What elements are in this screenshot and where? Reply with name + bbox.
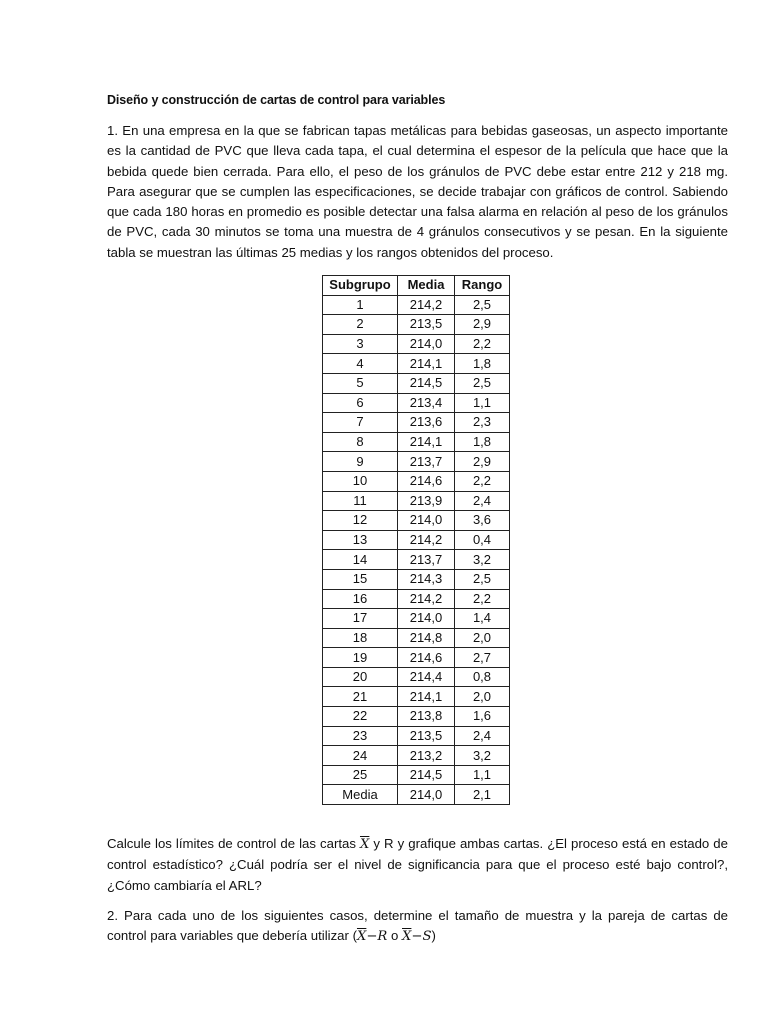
cell-rango: 2,5 <box>455 373 510 393</box>
problem-2-text: 2. Para cada uno de los siguientes casos, determine el tamaño de muestra y la pareja de cartas de control para variables que debería utilizar ( <box>107 908 728 944</box>
close-paren: ) <box>431 928 436 944</box>
cell-rango: 1,1 <box>455 393 510 413</box>
table-row <box>323 589 510 609</box>
cell-rango: 2,5 <box>455 295 510 315</box>
cell-rango: 1,8 <box>455 354 510 374</box>
cell-rango: 2,3 <box>455 413 510 433</box>
cell-rango: 2,0 <box>455 628 510 648</box>
cell-subgrupo: 22 <box>323 707 398 727</box>
cell-subgrupo: 1 <box>323 295 398 315</box>
cell-rango: 2,9 <box>455 452 510 472</box>
questions-text-end: y R y grafique ambas cartas. ¿El proceso está en estado de control estadístico? ¿Cuál podría ser el nivel de significancia para que el proceso esté bajo control?, ¿Cómo cambiaría el ARL? <box>107 836 728 893</box>
cell-media: 214,0 <box>398 785 455 805</box>
cell-subgrupo: 20 <box>323 667 398 687</box>
xbar-symbol: $\overline{X}$ <box>359 837 370 852</box>
table-row <box>323 295 510 315</box>
cell-rango: 2,9 <box>455 315 510 335</box>
table-row <box>323 530 510 550</box>
problem-1-paragraph: 1. En una empresa en la que se fabrican tapas metálicas para bebidas gaseosas, un aspecto importante es la cantidad de PVC que lleva cada tapa, el cual determina el espesor de la película que hace que la bebida quede bien cerrada. Para ello, el peso de los gránulos de PVC debe estar entre 212 y 218 mg. Para asegurar que se cumplen las especificaciones, se decide trabajar con gráficos de control. Sabiendo que cada 180 horas en promedio es posible detectar una falsa alarma en relación al peso de los gránulos de PVC, cada 30 minutos se toma una muestra de 4 gránulos consecutivos y se pesan. En la siguiente tabla se muestran las últimas 25 medias y los rangos obtenidos del proceso. <box>107 123 728 260</box>
header-media: Media <box>398 276 455 296</box>
table-row <box>323 765 510 785</box>
minus-s-symbol: −S <box>411 929 432 945</box>
table-row <box>323 609 510 629</box>
cell-subgrupo: 14 <box>323 550 398 570</box>
table-row <box>323 726 510 746</box>
cell-media: 214,8 <box>398 628 455 648</box>
problem-1-questions <box>107 834 728 896</box>
cell-subgrupo: 3 <box>323 334 398 354</box>
cell-rango: 2,5 <box>455 569 510 589</box>
table-row <box>323 648 510 668</box>
cell-subgrupo: 24 <box>323 746 398 766</box>
header-subgrupo: Subgrupo <box>323 276 398 296</box>
cell-media: 214,4 <box>398 667 455 687</box>
table-row <box>323 491 510 511</box>
questions-text-start: Calcule los límites de control de las cartas <box>107 836 360 851</box>
table-row <box>323 413 510 433</box>
data-table <box>322 275 510 805</box>
cell-rango: 2,4 <box>455 726 510 746</box>
table-row <box>323 452 510 472</box>
section-heading: Diseño y construcción de cartas de control para variables <box>107 93 446 107</box>
table-row <box>323 628 510 648</box>
cell-media: 214,2 <box>398 589 455 609</box>
cell-subgrupo: 19 <box>323 648 398 668</box>
cell-media: 213,7 <box>398 452 455 472</box>
cell-media: 214,1 <box>398 432 455 452</box>
table-row <box>323 471 510 491</box>
cell-rango: 3,2 <box>455 746 510 766</box>
minus-r-symbol: −R <box>366 929 388 945</box>
cell-media: 214,3 <box>398 569 455 589</box>
table-row <box>323 687 510 707</box>
cell-rango: 0,4 <box>455 530 510 550</box>
cell-media: 213,6 <box>398 413 455 433</box>
cell-media: 214,6 <box>398 648 455 668</box>
cell-rango: 1,4 <box>455 609 510 629</box>
cell-media: 214,1 <box>398 687 455 707</box>
cell-rango: 2,7 <box>455 648 510 668</box>
cell-subgrupo: 17 <box>323 609 398 629</box>
table-row <box>323 569 510 589</box>
table-row <box>323 373 510 393</box>
cell-media: 213,2 <box>398 746 455 766</box>
cell-rango: 2,2 <box>455 334 510 354</box>
table-row <box>323 315 510 335</box>
cell-media: 213,7 <box>398 550 455 570</box>
cell-media: 214,2 <box>398 295 455 315</box>
cell-subgrupo: 13 <box>323 530 398 550</box>
table-row <box>323 334 510 354</box>
table-body <box>323 295 510 804</box>
cell-rango: 1,8 <box>455 432 510 452</box>
cell-media: 214,5 <box>398 765 455 785</box>
cell-media: 213,5 <box>398 726 455 746</box>
cell-subgrupo: 11 <box>323 491 398 511</box>
cell-media: 214,0 <box>398 511 455 531</box>
cell-subgrupo: 6 <box>323 393 398 413</box>
cell-rango: 2,4 <box>455 491 510 511</box>
cell-subgrupo: 9 <box>323 452 398 472</box>
cell-rango: 1,1 <box>455 765 510 785</box>
cell-subgrupo: 2 <box>323 315 398 335</box>
cell-subgrupo: 4 <box>323 354 398 374</box>
or-word: o <box>387 928 403 944</box>
header-rango: Rango <box>455 276 510 296</box>
cell-media: 214,1 <box>398 354 455 374</box>
table-header-row <box>323 276 510 296</box>
cell-subgrupo: 25 <box>323 765 398 785</box>
table-row <box>323 707 510 727</box>
cell-subgrupo: 15 <box>323 569 398 589</box>
cell-subgrupo: 5 <box>323 373 398 393</box>
table-row <box>323 393 510 413</box>
cell-media: 213,8 <box>398 707 455 727</box>
table-row <box>323 511 510 531</box>
xbar-symbol-1: $\overline{X}$ <box>356 929 367 945</box>
cell-rango: 2,1 <box>455 785 510 805</box>
table-row <box>323 785 510 805</box>
cell-subgrupo: 18 <box>323 628 398 648</box>
cell-media: 214,0 <box>398 609 455 629</box>
cell-subgrupo: Media <box>323 785 398 805</box>
cell-media: 213,5 <box>398 315 455 335</box>
table-row <box>323 746 510 766</box>
cell-media: 214,5 <box>398 373 455 393</box>
cell-media: 214,0 <box>398 334 455 354</box>
cell-subgrupo: 16 <box>323 589 398 609</box>
table-row <box>323 432 510 452</box>
cell-rango: 2,2 <box>455 589 510 609</box>
cell-subgrupo: 10 <box>323 471 398 491</box>
cell-media: 214,2 <box>398 530 455 550</box>
cell-media: 213,4 <box>398 393 455 413</box>
table-row <box>323 667 510 687</box>
table-row <box>323 550 510 570</box>
cell-subgrupo: 7 <box>323 413 398 433</box>
cell-subgrupo: 21 <box>323 687 398 707</box>
cell-rango: 3,6 <box>455 511 510 531</box>
cell-subgrupo: 8 <box>323 432 398 452</box>
cell-subgrupo: 12 <box>323 511 398 531</box>
cell-media: 213,9 <box>398 491 455 511</box>
cell-rango: 3,2 <box>455 550 510 570</box>
cell-subgrupo: 23 <box>323 726 398 746</box>
cell-media: 214,6 <box>398 471 455 491</box>
table-row <box>323 354 510 374</box>
cell-rango: 2,2 <box>455 471 510 491</box>
problem-2-paragraph <box>107 906 728 948</box>
xbar-symbol-2: $\overline{X}$ <box>402 929 412 945</box>
cell-rango: 1,6 <box>455 707 510 727</box>
cell-rango: 0,8 <box>455 667 510 687</box>
cell-rango: 2,0 <box>455 687 510 707</box>
